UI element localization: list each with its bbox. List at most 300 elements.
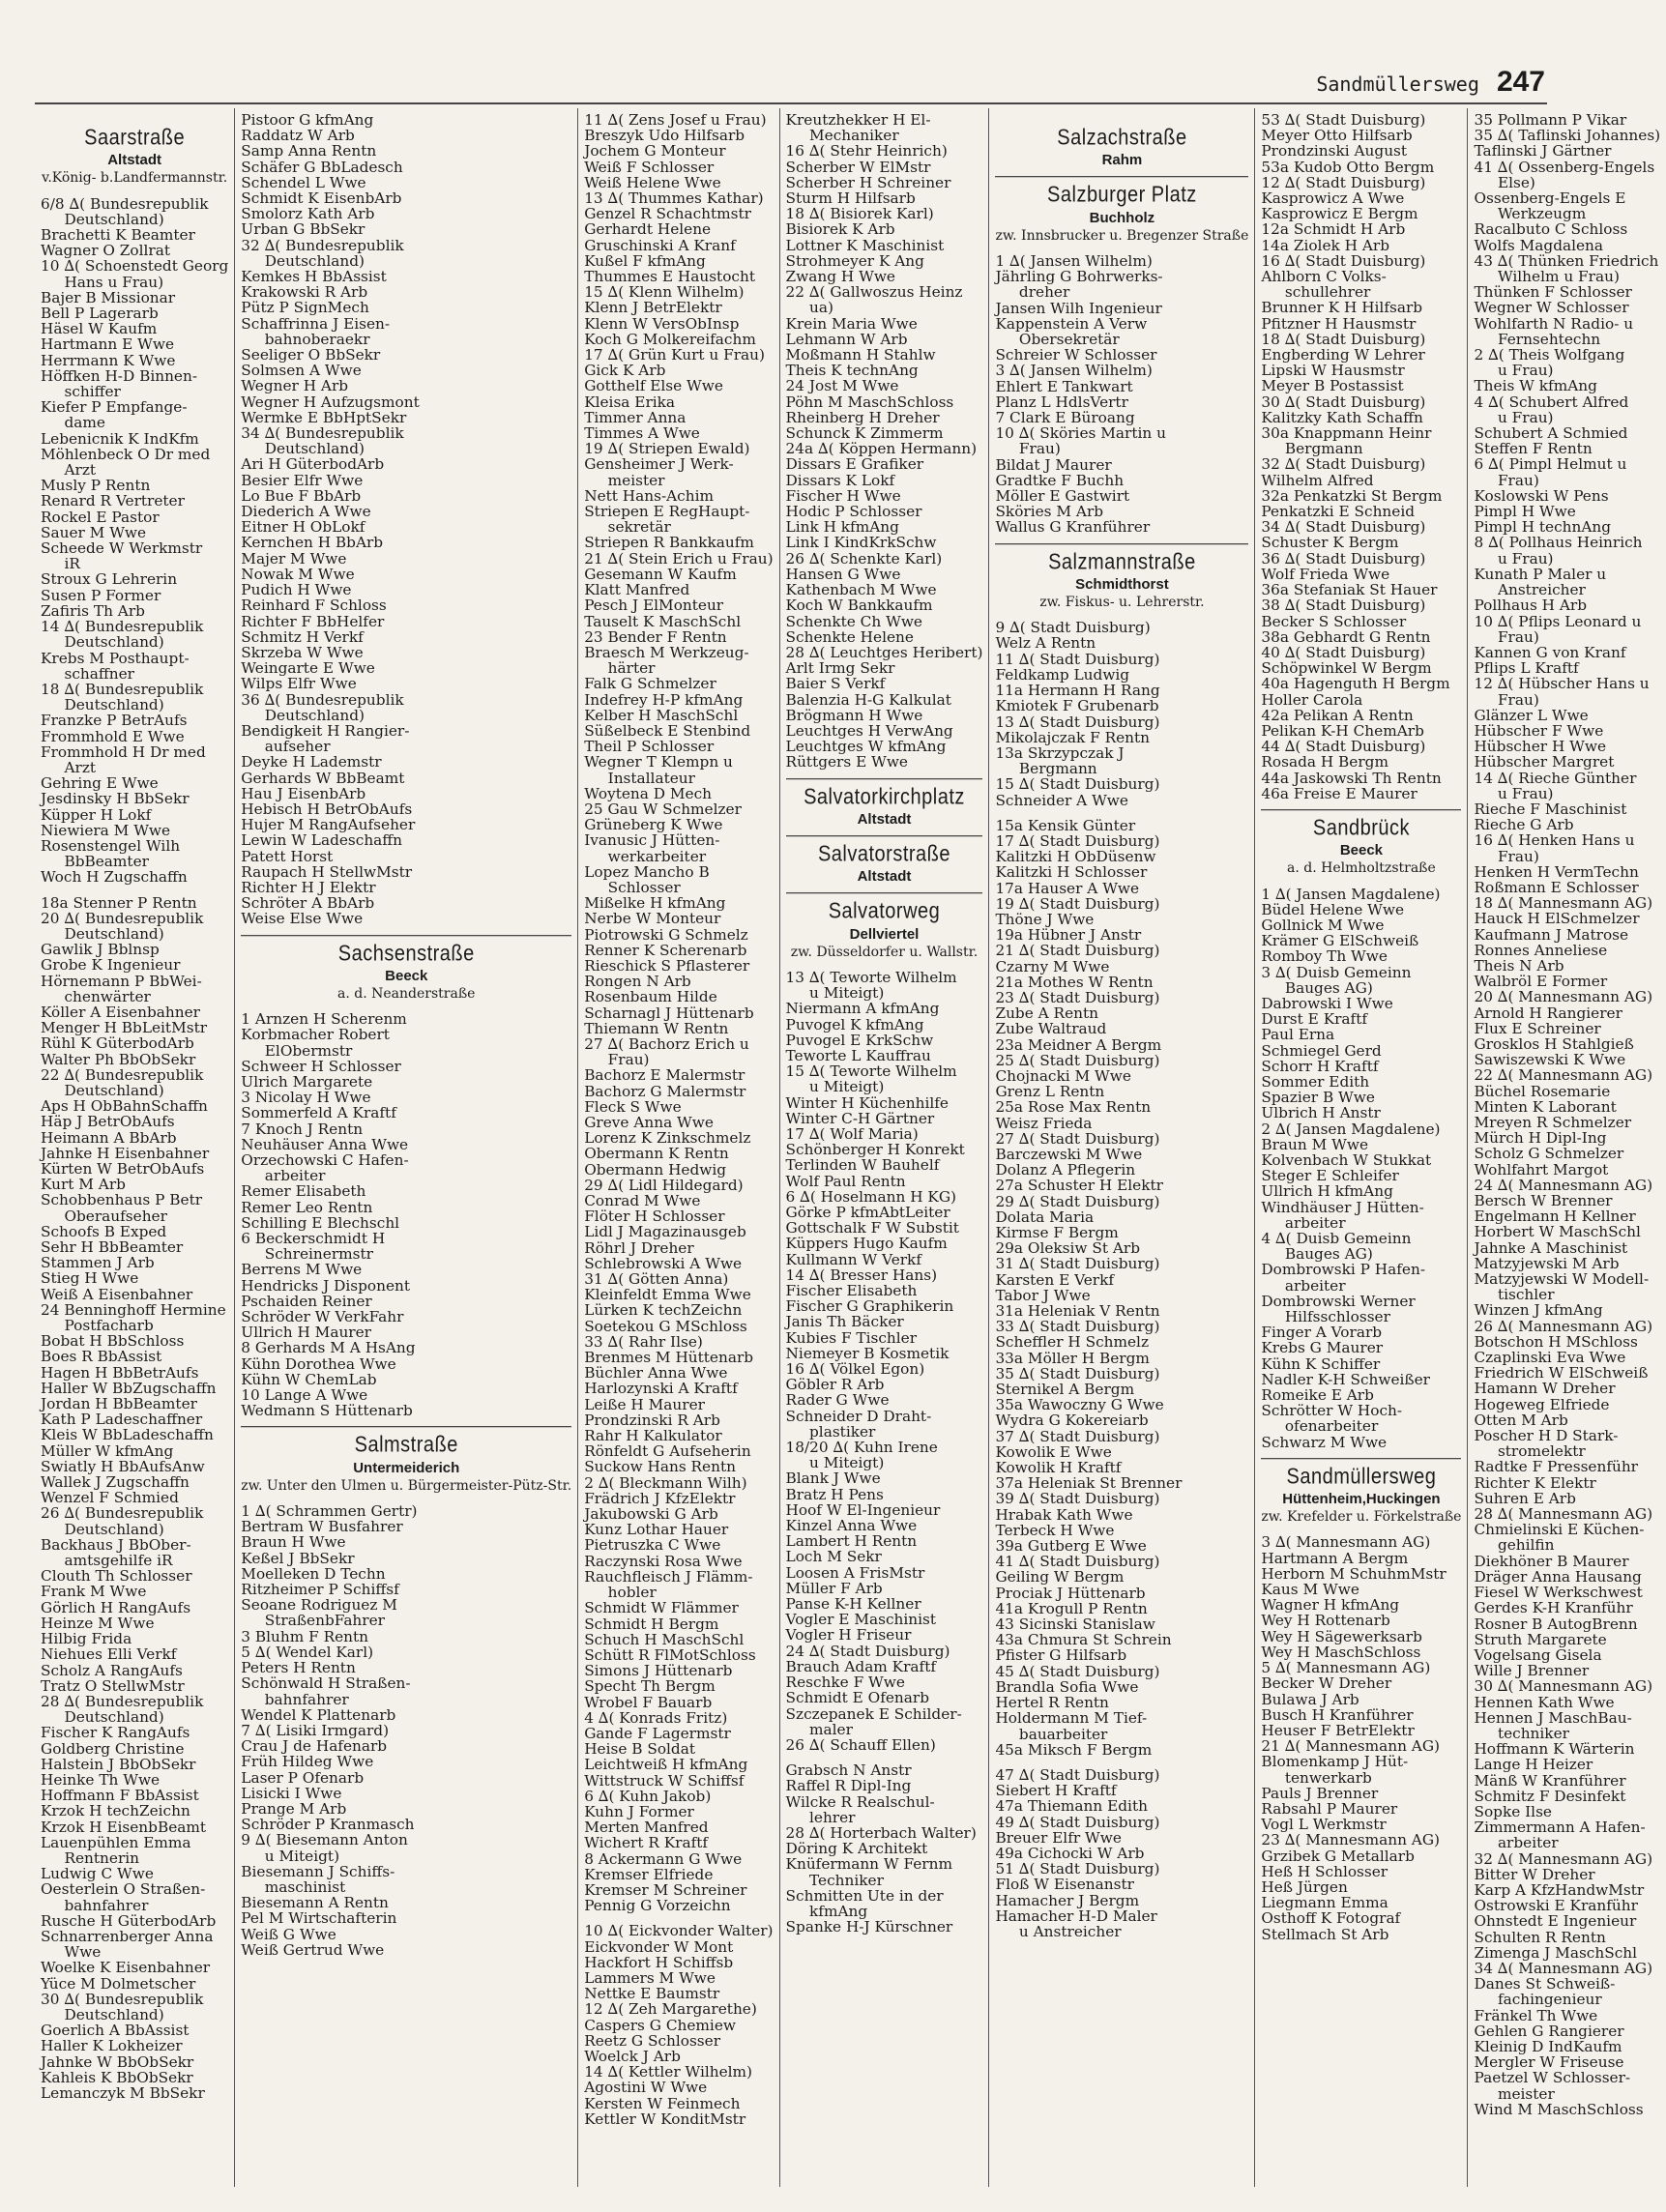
directory-entry: Schönberger H Konrekt [785,1141,965,1159]
directory-entry: 30 ∆( Stadt Duisburg) [1261,393,1426,411]
directory-entry: Brauch Adam Kraftf [785,1657,937,1675]
directory-entry: Ulbrich H Anstr [1261,1104,1381,1122]
directory-entry: 13 ∆( Thummes Kathar) [584,189,764,208]
directory-entry: 25 Gau W Schmelzer [584,800,742,818]
directory-entry: 39a Gutberg E Wwe [995,1537,1147,1556]
directory-entry: Rönfeldt G Aufseherin [584,1442,751,1461]
directory-entry: 32 ∆( Mannesmann AG) [1474,1849,1653,1868]
directory-entry: Niehues Elli Verkf [41,1645,177,1664]
directory-entry: Knüfermann W Fernm [785,1855,952,1874]
directory-entry: Scherber W ElMstr [785,158,931,176]
directory-entry: 4 ∆( Konrads Fritz) [584,1708,728,1727]
directory-entry: Heinke Th Wwe [41,1770,161,1789]
directory-entry: Mergler W Friseuse [1474,2053,1624,2072]
entry-continuation: plastiker [809,1422,876,1441]
entry-continuation: u Miteigt) [809,1078,885,1096]
directory-entry: Gruschinski A Kranf [584,236,736,254]
directory-entry: 35 ∆( Stadt Duisburg) [995,1364,1160,1382]
directory-entry: 6 ∆( Kuhn Jakob) [584,1787,712,1805]
directory-entry: 20 ∆( Mannesmann AG) [1474,988,1653,1006]
street-heading: Salzachstraße [1057,125,1187,151]
directory-entry: Caspers G Chemiew [584,2016,736,2034]
directory-entry: Hau J EisenbArb [241,784,366,802]
directory-entry: Becker W Dreher [1261,1674,1392,1693]
directory-entry: Wendel K Plattenarb [241,1705,396,1724]
directory-entry: Wohlfahrt Margot [1474,1160,1609,1179]
street-range-note: zw. Fiskus- u. Lehrerstr. [1039,595,1205,611]
directory-entry: Büchel Rosemarie [1474,1082,1611,1100]
entry-continuation: Oberaufseher [64,1207,167,1225]
directory-entry: Krzok H EisenbBeamt [41,1818,207,1836]
directory-entry: Rieche F Maschinist [1474,800,1627,818]
entry-continuation: Postfacharb [64,1317,154,1335]
directory-entry: Minten K Laborant [1474,1097,1617,1116]
directory-entry: Kurt M Arb [41,1176,126,1194]
directory-entry: Höffken H-D Binnen- [41,366,197,385]
directory-entry: 1 ∆( Schrammen Gertr) [241,1502,418,1521]
directory-entry: 17 ∆( Grün Kurt u Frau) [584,346,765,364]
column-1 [35,108,234,2187]
entry-continuation: Deutschland) [64,1520,164,1538]
entry-continuation: Deutschland) [264,251,365,270]
directory-entry: Harlozynski A Kraftf [584,1380,738,1398]
directory-entry: Pimpl H Wwe [1474,503,1576,521]
directory-entry: Arlt Irmg Sekr [785,659,895,678]
directory-entry: Krakowski R Arb [241,283,368,302]
directory-entry: 33a Möller H Bergm [995,1349,1150,1367]
directory-entry: 7 ∆( Lisiki Irmgard) [241,1721,390,1739]
directory-entry: Schweer H Schlosser [241,1057,401,1075]
directory-entry: Schröder P Kranmasch [241,1816,415,1834]
directory-entry: Hennen Kath Wwe [1474,1693,1615,1711]
directory-entry: Tabor J Wwe [995,1286,1091,1304]
directory-entry: Wrobel F Bauarb [584,1693,713,1711]
entry-continuation: techniker [1497,1724,1569,1742]
district-name: Dellviertel [849,925,920,943]
directory-entry: Skrzeba W Wwe [241,643,364,661]
directory-entry: 42a Pelikan A Rentn [1261,706,1414,724]
district-name: Altstadt [857,868,912,886]
directory-entry: Wegner W Schlosser [1474,299,1629,317]
directory-entry: Schönwald H Straßen- [241,1674,411,1693]
directory-entry: Gradtke F Buchh [995,471,1125,489]
directory-entry: Kaus M Wwe [1261,1581,1359,1599]
directory-entry: 30 ∆( Bundesrepublik [41,1990,204,2008]
directory-entry: Schmiegel Gerd [1261,1041,1382,1060]
directory-entry: Wenzel F Schmied [41,1489,179,1507]
directory-entry: Hoof W El-Ingenieur [785,1500,941,1519]
directory-entry: Finger A Vorarb [1261,1324,1383,1342]
directory-entry: Backhaus J BbOber- [41,1535,191,1554]
directory-entry: 12 ∆( Hübscher Hans u [1474,675,1650,693]
directory-entry: Sopke Ilse [1474,1802,1552,1820]
entry-continuation: Schlosser [607,878,681,896]
directory-entry: Wagner H kfmAng [1261,1596,1400,1615]
directory-entry: Mürch H Dipl-Ing [1474,1129,1607,1148]
district-name: Hüttenheim,Huckingen [1282,1491,1441,1508]
directory-entry: Wilps Elfr Wwe [241,675,357,693]
directory-entry: Raffel R Dipl-Ing [785,1777,912,1795]
entry-continuation: bauarbeiter [1018,1725,1108,1743]
directory-entry: Brenmes M Hüttenarb [584,1349,754,1367]
directory-entry: Smolorz Kath Arb [241,205,375,223]
directory-entry: Rheinberg H Dreher [785,408,940,426]
directory-entry: 33 ∆( Stadt Duisburg) [995,1318,1160,1336]
directory-entry: Holler Carola [1261,690,1363,709]
directory-entry: Pfitzner H Hausmstr [1261,314,1417,333]
directory-entry: 18/20 ∆( Kuhn Irene [785,1439,938,1457]
directory-entry: Weiß Helene Wwe [584,173,721,191]
directory-entry: Früh Hildeg Wwe [241,1753,374,1771]
directory-entry: Grzibek G Metallarb [1261,1847,1415,1865]
entry-continuation: sekretär [607,518,671,537]
directory-entry: 13 ∆( Teworte Wilhelm [785,968,957,986]
street-heading: Salvatorweg [786,892,983,920]
directory-entry: 49 ∆( Stadt Duisburg) [995,1813,1160,1831]
directory-entry: 16 ∆( Stehr Heinrich) [785,142,948,160]
directory-entry: Wallek J Zugschaffn [41,1473,190,1492]
directory-entry: Dräger Anna Hausang [1474,1567,1642,1586]
directory-entry: 31 ∆( Stadt Duisburg) [995,1255,1160,1273]
directory-entry: Indefrey H-P kfmAng [584,690,744,709]
directory-entry: Flux E Schreiner [1474,1019,1601,1037]
directory-entry: Bildat J Maurer [995,455,1112,474]
directory-entry: Ari H GüterbodArb [241,455,385,474]
entry-continuation: werkarbeiter [607,847,707,865]
directory-entry: Herborn M SchuhmMstr [1261,1564,1447,1583]
directory-entry: 36 ∆( Stadt Duisburg) [1261,549,1426,568]
directory-entry: Biesemann J Schiffs- [241,1862,395,1880]
directory-entry: 40 ∆( Stadt Duisburg) [1261,643,1426,661]
directory-entry: 28 ∆( Bundesrepublik [41,1692,204,1710]
directory-entry: Kubies F Tischler [785,1328,918,1347]
entry-continuation: dame [64,414,105,432]
column-3 [577,108,778,2187]
directory-entry: Raupach H StellwMstr [241,862,413,881]
directory-entry: Zimmermann A Hafen- [1474,1819,1646,1837]
directory-entry: Kath P Ladeschaffner [41,1411,203,1429]
directory-entry: 24a ∆( Köppen Hermann) [785,440,978,458]
directory-entry: Fischer G Graphikerin [785,1297,954,1316]
entry-continuation: bahnfahrer [264,1690,349,1708]
entry-continuation: BbBeamter [64,853,149,871]
directory-entry: Brunner K H Hilfsarb [1261,299,1423,317]
directory-entry: Swiatly H BbAufsAnw [41,1457,205,1475]
directory-entry: Weise Else Wwe [241,910,364,928]
entry-continuation: ua) [809,299,833,317]
entry-continuation: Wilhelm u Frau) [1497,268,1620,286]
directory-entry: Striepen R Bankkaufm [584,534,754,552]
directory-entry: 11 ∆( Stadt Duisburg) [995,650,1160,668]
directory-entry: Sturm H Hilfsarb [785,189,916,208]
street-heading: Salvatorkirchplatz [786,778,983,806]
directory-entry: Kleinig D IndKaufm [1474,2037,1622,2055]
directory-entry: Conrad M Wwe [584,1192,701,1210]
directory-entry: Stammen J Arb [41,1254,155,1272]
directory-entry: Timmes A Wwe [584,424,700,443]
directory-entry: Heimann A BbArb [41,1128,177,1147]
directory-entry: Koslowski W Pens [1474,486,1609,505]
directory-entry: Süßelbeck E Stenbind [584,721,751,740]
directory-entry: Kullmann W Verkf [785,1250,921,1268]
district-name: Schmidthorst [1075,575,1169,593]
directory-entry: Brögmann H Wwe [785,706,923,724]
directory-entry: Otten M Arb [1474,1411,1568,1429]
directory-entry: Rauchfleisch J Flämm- [584,1567,753,1586]
entry-continuation: ofenarbeiter [1284,1417,1379,1436]
directory-entry: Matzyjewski W Modell- [1474,1270,1650,1289]
directory-entry: 28 ∆( Mannesmann AG) [1474,1505,1653,1524]
directory-entry: Ostrowski E Kranführ [1474,1897,1638,1915]
directory-entry: Kunath P Maler u [1474,565,1607,583]
directory-entry: Specht Th Bergm [584,1677,716,1696]
street-range-note: zw. Düsseldorfer u. Wallstr. [790,944,979,960]
directory-entry: Czaplinski Eva Wwe [1474,1349,1626,1367]
header-rule [35,102,1547,104]
directory-entry: Heinze M Wwe [41,1614,155,1632]
entry-continuation: Mechaniker [809,127,899,145]
directory-entry: Wind M MaschSchloss [1474,2100,1644,2118]
directory-entry: Kowolik E Wwe [995,1442,1112,1461]
directory-entry: Schäfer G BbLadesch [241,158,403,176]
running-head [1316,66,1545,99]
directory-entry: Aps H ObBahnSchaffn [41,1097,208,1116]
directory-entry: Hogeweg Elfriede [1474,1395,1610,1413]
directory-entry: 21 ∆( Stein Erich u Frau) [584,549,774,568]
street-heading: Salzburger Platz [995,177,1248,205]
directory-entry: Reinhard F Schloss [241,597,387,615]
directory-entry: Neuhäuser Anna Wwe [241,1135,409,1153]
directory-entry: Striepen E RegHaupt- [584,503,750,521]
directory-entry: Rongen N Arb [584,973,691,991]
directory-entry: Wittstruck W Schiffsf [584,1771,745,1790]
directory-entry: Weingarte E Wwe [241,659,375,678]
directory-entry: Taflinski J Gärtner [1474,142,1612,160]
directory-entry: 26 ∆( Bundesrepublik [41,1504,204,1523]
directory-entry: Poscher H D Stark- [1474,1427,1619,1445]
directory-entry: Woytena D Mech [584,784,713,802]
directory-entry: 11a Hermann H Rang [995,682,1160,700]
directory-entry: 36a Stefaniak St Hauer [1261,581,1438,599]
directory-entry: 24 ∆( Mannesmann AG) [1474,1176,1653,1194]
directory-entry: 21 ∆( Mannesmann AG) [1261,1737,1441,1756]
directory-entry: Kalitzki H Schlosser [995,863,1148,882]
entry-continuation: härter [607,659,656,678]
directory-entry: Rosada H Bergm [1261,753,1388,771]
entry-continuation: Hilfsschlosser [1284,1308,1390,1326]
entry-continuation: u Miteigt) [809,984,885,1003]
directory-entry: Paetzel W Schlosser- [1474,2069,1631,2087]
directory-entry: Kernchen H BbArb [241,534,384,552]
directory-entry: 18 ∆( Bisiorek Karl) [785,205,934,223]
directory-entry: Remer Elisabeth [241,1182,366,1201]
directory-entry: Liegmann Emma [1261,1894,1388,1912]
directory-entry: 17 ∆( Wolf Maria) [785,1124,919,1143]
directory-entry: Loch M Sekr [785,1548,882,1566]
street-heading: Saarstraße [84,125,186,151]
entry-continuation: Wwe [64,1943,102,1962]
directory-entry: 22 ∆( Gallwoszus Heinz [785,283,963,302]
directory-entry: Lammers M Wwe [584,1968,716,1987]
directory-entry: Niemeyer B Kosmetik [785,1344,950,1362]
directory-entry: Kersten W Feinmech [584,2094,741,2112]
directory-entry: 10 ∆( Schoenstedt Georg [41,257,229,276]
directory-entry: Rühl K GüterbodArb [41,1034,194,1053]
directory-entry: Prondzinski R Arb [584,1411,720,1429]
directory-entry: Baier S Verkf [785,675,886,693]
directory-entry: 20 ∆( Bundesrepublik [41,909,204,927]
directory-entry: 15a Kensik Günter [995,816,1136,834]
directory-entry: Orzechowski C Hafen- [241,1151,409,1169]
directory-entry: Steger E Schleifer [1261,1167,1399,1185]
entry-continuation: StraßenbFahrer [264,1612,385,1630]
directory-entry: 27 ∆( Bachorz Erich u [584,1034,749,1053]
directory-entry: Rosner B AutogBrenn [1474,1615,1638,1633]
directory-entry: Braun M Wwe [1261,1135,1369,1153]
directory-entry: Strohmeyer K Ang [785,251,924,270]
directory-entry: Kaufmann J Matrose [1474,925,1629,944]
directory-entry: Kühn K Schiffer [1261,1354,1381,1373]
directory-entry: 9 ∆( Stadt Duisburg) [995,619,1151,637]
directory-entry: Bachorz E Malermstr [584,1066,745,1085]
entry-continuation: arbeiter [1497,1834,1559,1852]
directory-entry: Danes St Schweiß- [1474,1975,1616,1994]
directory-entry: 25a Rose Max Rentn [995,1098,1152,1117]
entry-continuation: arbeiter [1284,1276,1346,1295]
entry-continuation: Deutschland) [64,696,164,714]
directory-entry: Raddatz W Arb [241,127,355,145]
entry-continuation: u Miteigt) [809,1454,885,1472]
directory-entry: 6 ∆( Hoselmann H KG) [785,1187,957,1206]
directory-entry: Kühn W ChemLab [241,1370,377,1388]
directory-entry: Bersch W Brenner [1474,1192,1613,1210]
directory-entry: Simons J Hüttenarb [584,1662,733,1680]
directory-entry: Bell P Lagerarb [41,305,159,323]
directory-entry: 34 ∆( Stadt Duisburg) [1261,518,1426,537]
directory-entry: Thiemann W Rentn [584,1019,729,1037]
directory-entry: Pennig G Vorzeichn [584,1897,731,1915]
directory-entry: 23 Bender F Rentn [584,627,727,646]
directory-entry: Kmiotek F Grubenarb [995,697,1159,715]
directory-entry: Prociak J Hüttenarb [995,1584,1146,1602]
directory-entry: Lopez Mancho B [584,862,710,881]
directory-entry: Hamacher J Bergm [995,1891,1140,1909]
directory-entry: 19a Hübner J Anstr [995,926,1142,945]
directory-entry: Thummes E Haustocht [584,268,755,286]
directory-entry: Jährling G Bohrwerks- [995,268,1163,286]
directory-entry: Bitter W Dreher [1474,1865,1595,1883]
entry-continuation: kfmAng [809,1902,868,1920]
directory-entry: Ullrich H Maurer [241,1324,371,1342]
directory-entry: Fischer Elisabeth [785,1282,918,1300]
entry-continuation: meister [1497,2084,1555,2103]
directory-entry: Theis W kfmAng [1474,377,1597,395]
directory-entry: Hörnemann P BbWei- [41,972,202,990]
directory-entry: Pietruszka C Wwe [584,1536,721,1555]
directory-entry: 53 ∆( Stadt Duisburg) [1261,111,1426,129]
directory-entry: 17 ∆( Stadt Duisburg) [995,831,1160,850]
directory-entry: Fischer H Wwe [785,486,901,505]
entry-continuation: chenwärter [64,987,151,1005]
directory-entry: Schlebrowski A Wwe [584,1254,743,1272]
directory-entry: 18a Stenner P Rentn [41,893,197,912]
directory-entry: Struth Margarete [1474,1630,1607,1648]
directory-entry: Dolanz A Pflegerin [995,1161,1136,1179]
directory-entry: Gensheimer J Werk- [584,455,734,474]
directory-entry: Deyke H Lademstr [241,753,382,771]
directory-entry: Kirmse F Bergm [995,1224,1119,1241]
directory-entry: Gesemann W Kaufm [584,565,737,583]
directory-entry: Theil P Schlosser [584,738,715,756]
district-name: Untermeiderich [353,1459,460,1476]
directory-entry: Pel M Wirtschafterin [241,1909,397,1928]
street-heading: Salmstraße [241,1427,571,1455]
directory-entry: Solmsen A Wwe [241,362,362,380]
directory-entry: Häsel W Kaufm [41,320,158,338]
street-range-note: zw. Krefelder u. Förkelstraße [1261,1509,1462,1526]
directory-entry: Wilcke R Realschul- [785,1792,935,1811]
directory-entry: Weiß A Eisenbahner [41,1285,193,1303]
entry-continuation: Deutschland) [64,633,164,652]
directory-entry: Hrabak Kath Wwe [995,1505,1133,1524]
directory-entry: Szczepanek E Schilder- [785,1704,962,1723]
directory-entry: Kremser M Schreiner [584,1880,747,1899]
directory-entry: 38 ∆( Stadt Duisburg) [1261,597,1426,615]
directory-entry: Crau J de Hafenarb [241,1737,388,1756]
directory-entry: 16 ∆( Stadt Duisburg) [1261,251,1426,270]
directory-entry: Kappenstein A Verw [995,314,1148,333]
directory-entry: Schmidt K EisenbArb [241,189,402,208]
directory-entry: Krein Maria Wwe [785,314,918,333]
directory-entry: Genzel R Schachtmstr [584,205,751,223]
directory-entry: Schwarz M Wwe [1261,1433,1388,1451]
directory-entry: Karp A KfzHandwMstr [1474,1880,1645,1899]
entry-continuation: Deutschland) [264,706,365,724]
directory-entry: Schenkte Ch Wwe [785,612,922,630]
directory-entry: Terlinden W Bauhelf [785,1156,940,1175]
entry-continuation: Deutschland) [64,1081,164,1099]
entry-continuation: Bauges AG) [1284,978,1373,997]
directory-entry: Mreyen R Schmelzer [1474,1114,1632,1131]
entry-continuation: schaffner [64,664,134,683]
directory-entry: Koch W Bankkaufm [785,597,933,615]
directory-entry: Sommerfeld A Kraftf [241,1104,396,1122]
directory-entry: 12 ∆( Stadt Duisburg) [1261,173,1426,191]
entry-continuation: u Miteigt) [264,1847,340,1865]
directory-entry: Hackfort H Schiffsb [584,1953,734,1971]
directory-entry: Ulrich Margarete [241,1072,373,1091]
directory-entry: Roßmann E Schlosser [1474,878,1639,896]
directory-entry: Müller F Arb [785,1579,883,1597]
directory-entry: Kalitzki H ObDüsenw [995,848,1156,866]
directory-entry: Haller K Lokheizer [41,2037,183,2055]
directory-entry: Kelber H MaschSchl [584,706,739,724]
directory-entry: Ahlborn C Volks- [1261,268,1387,286]
directory-entry: 24 Jost M Wwe [785,377,899,395]
district-name: Buchholz [1089,209,1155,226]
directory-entry: Richter F BbHelfer [241,612,385,630]
directory-entry: Kowolik H Kraftf [995,1459,1122,1477]
directory-entry: 45a Miksch F Bergm [995,1740,1153,1759]
directory-entry: Hartmann A Bergm [1261,1549,1409,1567]
directory-entry: 6/8 ∆( Bundesrepublik [41,194,209,213]
directory-entry: Rieche G Arb [1474,816,1574,834]
directory-entry: Kremser Elfriede [584,1865,714,1883]
directory-entry: Stellmach St Arb [1261,1925,1389,1943]
entry-continuation: Frau) [1497,690,1539,709]
directory-entry: Schoofs B Exped [41,1222,167,1240]
directory-entry: Gande F Lagermstr [584,1724,731,1742]
